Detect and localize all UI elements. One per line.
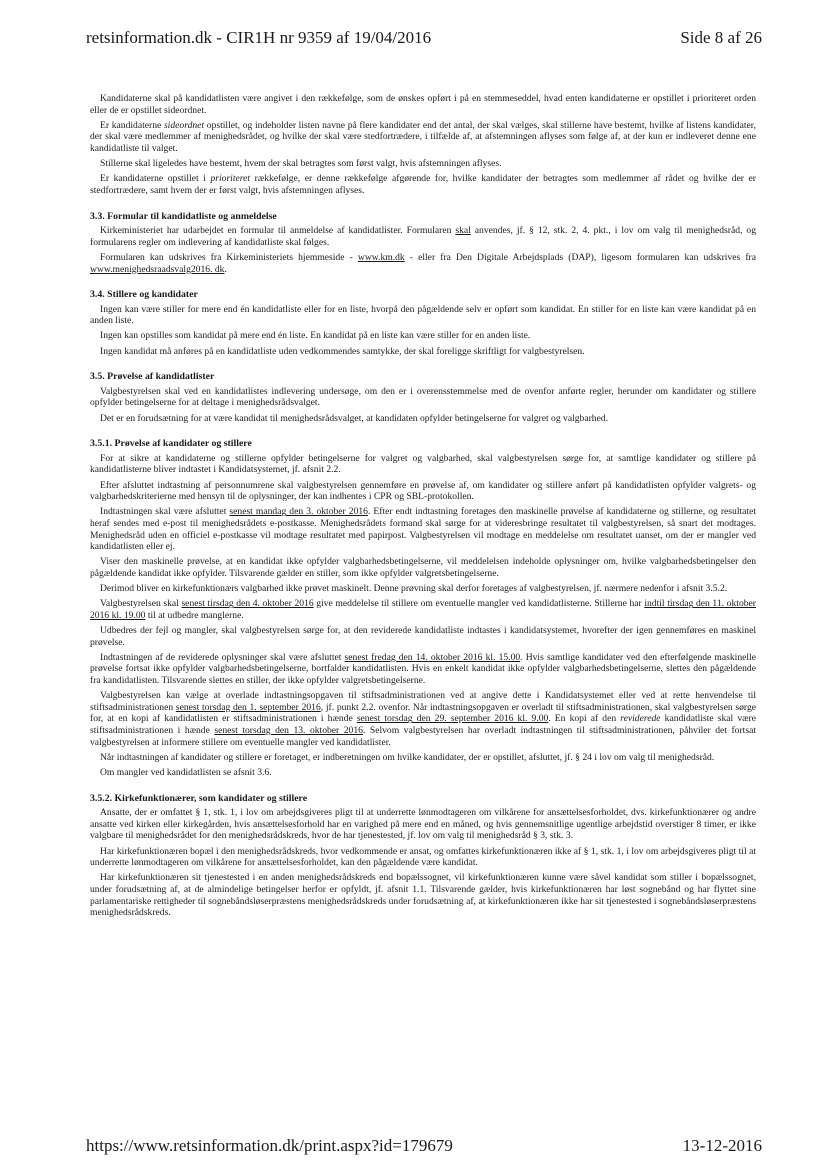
page-header bbox=[86, 28, 762, 48]
paragraph: Er kandidaterne sideordnet opstillet, og indeholder listen navne på flere kandidater end det antal, der skal vælges, skal stillerne have bestemt, hvilke af listens kandidater, der skal være medlemmer af menighedsrådet, og hvilke der skal være stedfortrædere, i tilfælde af, at afstemningen aflyses som følge af, at der kun er indleveret denne ene kandidatliste til valget. bbox=[90, 119, 756, 154]
section-heading: 3.5. Prøvelse af kandidatlister bbox=[90, 371, 215, 383]
section-heading: 3.5.2. Kirkefunktionærer, som kandidater og stillere bbox=[90, 792, 308, 804]
paragraph: Ansatte, der er omfattet § 1, stk. 1, i lov om arbejdsgiveres pligt til at underrette lønmodtageren om vilkårene for ansættelsesforholdet, dvs. kirkefunktionærer og andre ansatte ved kirken eller kirkegården, hvis ansættelsesforhold har en varighed på mere end en måned, og hvis gennemsnitlige ugentlige arbejdstid overstiger 8 timer, er ikke valgbare til menighedsrådet for den menighedsrådskreds, hvor de har tjenestested, jf. lov om valg til menighedsråd § 3, stk. 3. bbox=[90, 807, 756, 842]
section-heading: 3.5.1. Prøvelse af kandidater og stillere bbox=[90, 438, 252, 450]
document-body bbox=[90, 93, 756, 922]
paragraph: Indtastningen af de reviderede oplysninger skal være afsluttet senest fredag den 14. oktober 2016 kl. 15.00. Hvis samtlige kandidater ved den efterfølgende maskinelle prøvelse fortsat ikke opfylder valgbarhedsbetingelserne, bortfalder kandidatlisten. Hvis en enkelt kandidat ikke opfylder valgbarhedsbetingelserne, slettes den pågældende fra kandidatlisten. Tilsvarende slettes en stiller, der ikke opfylder valgretsbetingelserne. bbox=[90, 651, 756, 687]
print-date: 13-12-2016 bbox=[682, 1136, 762, 1155]
paragraph: Viser den maskinelle prøvelse, at en kandidat ikke opfylder valgbarhedsbetingelserne, vil meddelelsen indeholde oplysninger om, hvilke valgbarhedsbetingelser den pågældende kandidat ikke opfylder. Tilsvarende gælder en stiller, som ikke opfylder valgretsbetingelserne. bbox=[90, 556, 756, 579]
km-link[interactable]: www.km.dk bbox=[357, 251, 405, 263]
paragraph: Om mangler ved kandidatlisten se afsnit 3.6. bbox=[100, 767, 272, 778]
paragraph: Efter afsluttet indtastning af personnumrene skal valgbestyrelsen gennemføre en prøvelse af, om kandidater og stillere anført på kandidatlisten opfylder valgrets- og valgbarhedskriterierne med hensyn til de oplysninger, der kan indhentes i CPR og SBL-protokollen. bbox=[90, 479, 756, 503]
paragraph: Kandidaterne skal på kandidatlisten være angivet i den rækkefølge, som de ønskes opført i på en stemmeseddel, hvad enten kandidaterne er opstillet i prioriteret orden eller de er opstillet sideordnet. bbox=[90, 93, 756, 116]
source-url: https://www.retsinformation.dk/print.aspx?id=179679 bbox=[86, 1136, 453, 1155]
paragraph: Er kandidaterne opstillet i prioriteret rækkefølge, er denne rækkefølge afgørende for, hvilke kandidater der betragtes som medlemmer af rådet og hvilke der er stedfortrædere, samt hvem der er først valgt, hvis afstemningen aflyses. bbox=[90, 173, 756, 196]
paragraph: Når indtastningen af kandidater og stillere er foretaget, er indberetningen om hvilke kandidater, der er opstillet, afsluttet, jf. § 24 i lov om valg til menighedsråd. bbox=[100, 751, 715, 763]
paragraph: Indtastningen skal være afsluttet senest mandag den 3. oktober 2016. Efter endt indtastning foretages den maskinelle prøvelse af kandidaterne og stillerne, og resultatet heraf sendes med e-post til menighedsrådets e-postkasse. Menighedsrådets formand skal sørge for at videresbringe resultatet til valgbestyrelsen, så snart det modtages. Menighedsråd uden en officiel e-postkasse vil modtage resultatet med papirpost. Valgbestyrelsen vil modtage en meddelelse om resultatet uanset, om der er mangler ved kandidatlisten eller ej. bbox=[90, 506, 756, 553]
paragraph: Har kirkefunktionæren bopæl i den menighedsrådskreds, hvor vedkommende er ansat, og omfattes kirkefunktionæren ikke af § 1, stk. 1, i lov om arbejdsgiveres pligt til at underrette lønmodtageren om vilkårene for ansættelsesforholdet, kan den pågældende være kandidat. bbox=[90, 845, 756, 869]
document-title: retsinformation.dk - CIR1H nr 9359 af 19/04/2016 bbox=[86, 28, 432, 47]
section-heading: 3.4. Stillere og kandidater bbox=[90, 289, 198, 301]
paragraph: Stillerne skal ligeledes have bestemt, hvem der skal betragtes som først valgt, hvis afstemningen aflyses. bbox=[100, 158, 502, 170]
paragraph: Formularen kan udskrives fra Kirkeministeriets hjemmeside - www.km.dk - eller fra Den Digitale Arbejdsplads (DAP), ligesom formularen kan udskrives fra www.menighedsraadsvalg2016. dk. bbox=[90, 251, 756, 275]
page-footer bbox=[86, 1136, 762, 1156]
paragraph: Har kirkefunktionæren sit tjenestested i en anden menighedsrådskreds end bopælssognet, vil kirkefunktionæren kunne være såvel kandidat som stiller i bopælssognet, under forudsætning af, at de almindelige betingelser herfor er opfyldt, jf. afsnit 1.1. Tilsvarende gælder, hvis kirkefunktionæren har løst sognebånd og har flyttet sine parlamentariske rettigheder til sognebåndsløserpræstens menighedsrådskreds under forudsætning af, at kirkefunktionæren ikke har sit tjenestested i sognebåndsløserpræstens menighedsrådskreds. bbox=[90, 872, 756, 919]
paragraph: Kirkeministeriet har udarbejdet en formular til anmeldelse af kandidatlister. Formularen skal anvendes, jf. § 12, stk. 2, 4. pkt., i lov om valg til menighedsråd, og formularens regler om indlevering af kandidatliste skal følges. bbox=[90, 225, 756, 248]
paragraph: Ingen kandidat må anføres på en kandidatliste uden vedkommendes samtykke, der skal foreligge skriftligt for valgbestyrelsen. bbox=[100, 345, 585, 357]
paragraph: For at sikre at kandidaterne og stillerne opfylder betingelserne for valgret og valgbarhed, skal valgbestyrelsen sørge for, at samtlige kandidater og stillere på kandidatlisterne bliver indtastet i Kandidatsystemet, jf. afsnit 2.2. bbox=[90, 452, 756, 476]
paragraph: Derimod bliver en kirkefunktionærs valgbarhed ikke prøvet maskinelt. Denne prøvning skal derfor foretages af valgbestyrelsen, jf. nærmere nedenfor i afsnit 3.5.2. bbox=[100, 583, 728, 595]
paragraph: Ingen kan være stiller for mere end én kandidatliste eller for en liste, hvorpå den pågældende selv er opført som kandidat. En stiller for en liste kan være kandidat på en anden liste. bbox=[90, 303, 756, 327]
paragraph: Udbedres der fejl og mangler, skal valgbestyrelsen sørge for, at den reviderede kandidatliste indtastes i kandidatsystemet, hvorefter der igen gennemføres en maskinel prøvelse. bbox=[90, 625, 756, 648]
page-number: Side 8 af 26 bbox=[680, 28, 762, 47]
paragraph: Ingen kan opstilles som kandidat på mere end én liste. En kandidat på en liste kan være stiller for en anden liste. bbox=[100, 330, 531, 342]
paragraph: Valgbestyrelsen kan vælge at overlade indtastningsopgaven til stiftsadministrationen ved at angive dette i Kandidatsystemet eller ved at rette henvendelse til stiftsadministrationen senest torsdag den 1. september 2016, jf. punkt 2.2. ovenfor. Når indtastningsopgaven er overladt til stiftsadministrationen, skal valgbestyrelsen sørge for, at en kopi af kandidatlisten er stiftsadministrationen i hænde senest torsdag den 29. september 2016 kl. 9.00. En kopi af den reviderede kandidatliste skal være stiftsadministrationen i hænde senest torsdag den 13. oktober 2016. Selvom valgbestyrelsen har overladt indtastningen til stiftsadministrationen, påhviler det fortsat valgbestyrelsen at informere stillere om eventuelle mangler ved kandidatlister. bbox=[90, 690, 756, 748]
section-heading: 3.3. Formular til kandidatliste og anmeldelse bbox=[90, 210, 277, 222]
paragraph: Det er en forudsætning for at være kandidat til menighedsrådsvalget, at kandidaten opfylder betingelserne for valgret og valgbarhed. bbox=[100, 412, 609, 424]
paragraph: Valgbestyrelsen skal ved en kandidatlistes indlevering undersøge, om den er i overensstemmelse med de ovenfor anførte regler, herunder om kandidater og stillere opfylder betingelserne for at deltage i menighedsrådsvalget. bbox=[90, 385, 756, 409]
valg-link[interactable]: www.menighedsraadsvalg2016. dk bbox=[90, 263, 225, 275]
paragraph: Valgbestyrelsen skal senest tirsdag den 4. oktober 2016 give meddelelse til stillere om eventuelle mangler ved kandidatlisterne. Stillerne har indtil tirsdag den 11. oktober 2016 kl. 19.00 til at udbedre manglerne. bbox=[90, 598, 756, 621]
